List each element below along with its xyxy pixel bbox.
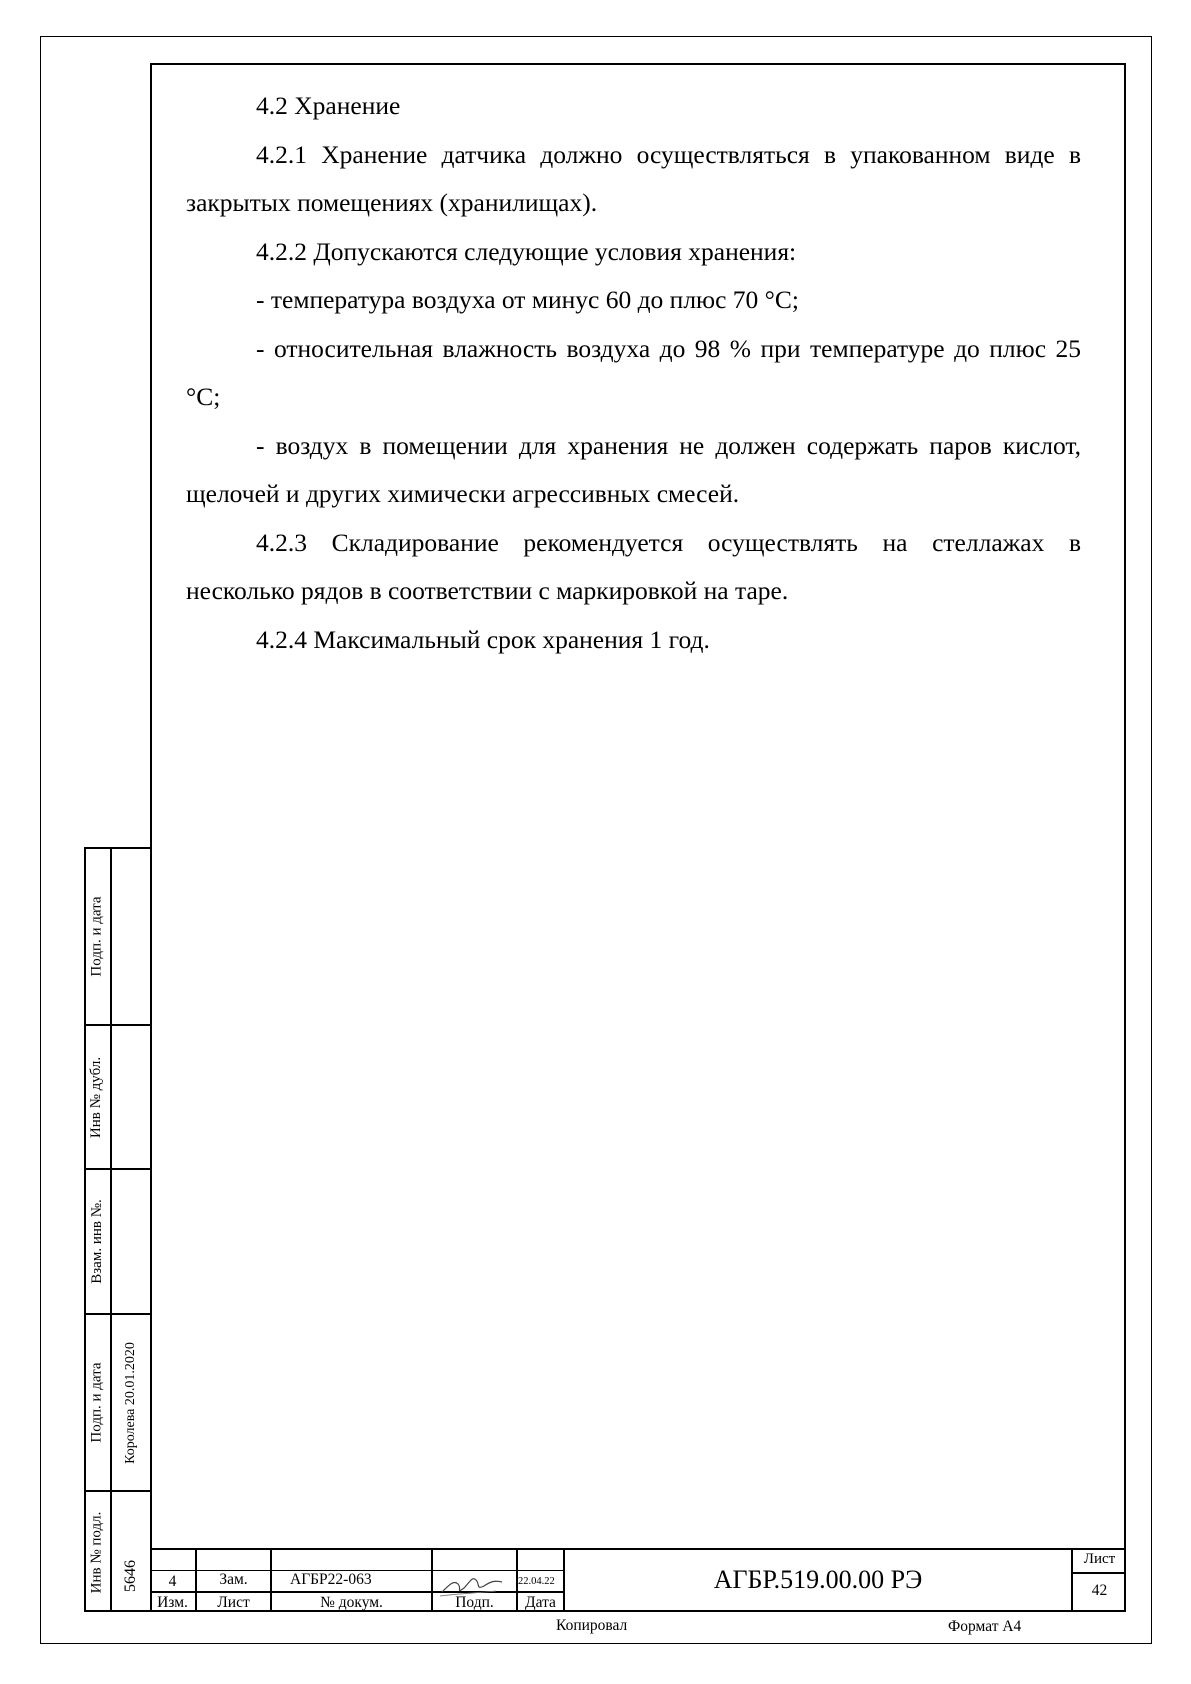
paragraph-4-2-3: 4.2.3 Складирование рекомендуется осуществлять на стеллажах в несколько рядов в соответствии с маркировкой на таре. <box>186 527 1081 605</box>
side-cell-vzam-inv: Взам. инв №. <box>88 1199 105 1284</box>
header-podp: Подп. <box>455 1594 494 1611</box>
revision-number: 4 <box>168 1573 177 1590</box>
header-date: Дата <box>525 1594 556 1611</box>
sheet-label: Лист <box>1083 1551 1116 1567</box>
revision-date: 22.04.22 <box>518 1576 555 1587</box>
paragraph-air: - воздух в помещении для хранения не должен содержать паров кислот, щелочей и других химически агрессивных смесей. <box>186 430 1081 508</box>
footer-copied: Копировал <box>556 1617 628 1634</box>
paragraph-4-2-1: 4.2.1 Хранение датчика должно осуществляться в упакованном виде в закрытых помещениях (хранилищах). <box>186 139 1081 217</box>
paragraph-temperature: - температура воздуха от минус 60 до плюс 70 °С; <box>256 285 799 314</box>
side-strip-divider <box>110 847 112 1612</box>
side-cell-podp-data-bottom: Подп. и дата <box>88 1362 105 1443</box>
section-heading: 4.2 Хранение <box>256 91 401 120</box>
header-list: Лист <box>217 1594 250 1611</box>
side-value-inv-podl: 5646 <box>122 1560 139 1592</box>
header-doc: № докум. <box>320 1594 383 1611</box>
side-cell-inv-podl: Инв № подл. <box>88 1511 105 1593</box>
revision-document: АГБР22-063 <box>290 1571 372 1588</box>
side-value-signature-date: Королева 20.01.2020 <box>123 1341 139 1464</box>
paragraph-4-2-2: 4.2.2 Допускаются следующие условия хранения: <box>256 236 797 266</box>
document-code: АГБР.519.00.00 РЭ <box>713 1565 923 1594</box>
paragraph-humidity: - относительная влажность воздуха до 98 % при температуре до плюс 25 °С; <box>186 333 1081 411</box>
header-izm: Изм. <box>157 1594 188 1611</box>
side-cell-inv-dubl: Инв № дубл. <box>88 1056 105 1138</box>
document-body <box>186 82 1081 664</box>
sheet-number: 42 <box>1091 1582 1108 1599</box>
revision-sheet: Зам. <box>219 1571 248 1588</box>
title-block-top-line <box>150 1548 1126 1550</box>
footer-format: Формат А4 <box>948 1618 1022 1635</box>
paragraph-4-2-4: 4.2.4 Максимальный срок хранения 1 год. <box>256 624 710 654</box>
side-cell-podp-data-top: Подп. и дата <box>88 896 105 977</box>
